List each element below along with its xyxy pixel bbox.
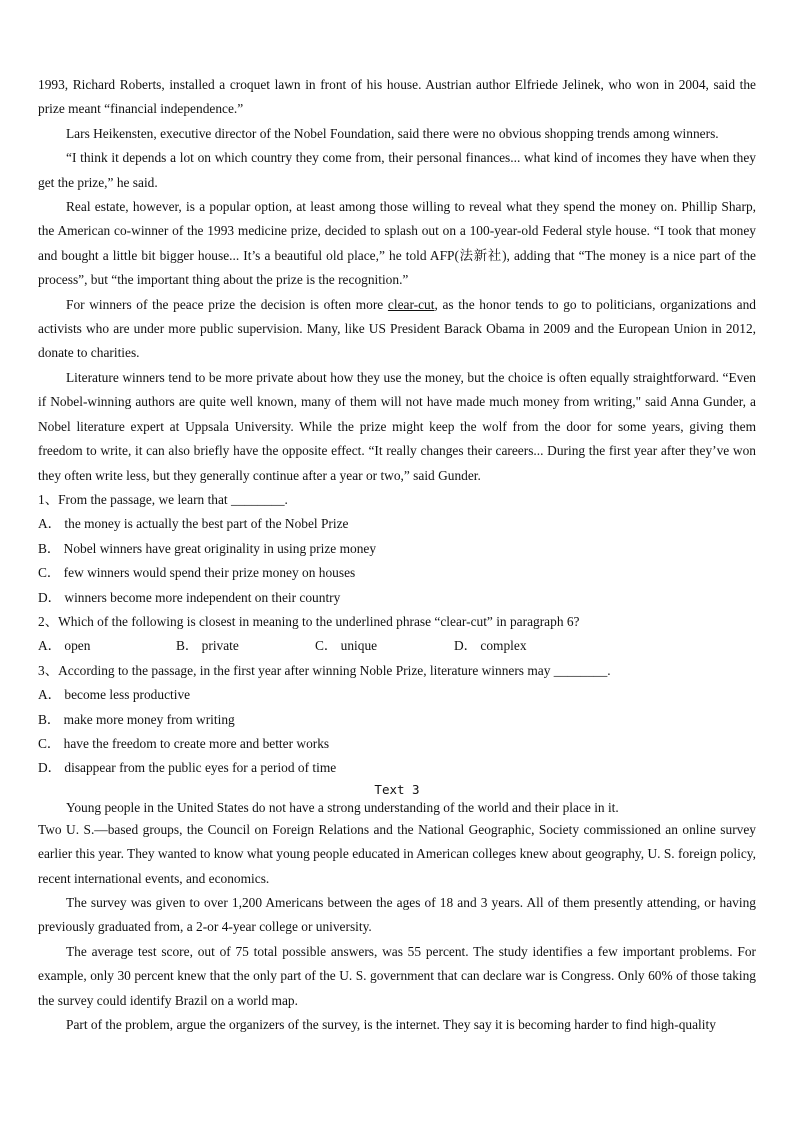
text3-paragraph-2: Two U. S.—based groups, the Council on Foreign Relations and the National Geographic, Society commissioned an online survey earlier this year. They wanted to know what young people educated in American colleges knew about geography, U. S. foreign policy, recent international events, and economics. xyxy=(38,821,756,886)
text3-paragraph-5: Part of the problem, argue the organizers of the survey, is the internet. They say it is becoming harder to find high-quality xyxy=(66,1017,716,1033)
question-3-option-b: B． make more money from writing xyxy=(38,711,235,727)
question-1-option-d: D． winners become more independent on their country xyxy=(38,589,341,605)
question-2-option-b: B． private xyxy=(176,638,239,654)
paragraph-5-text-after: , as the honor tends to go to politicians, organizations and activists who are under more public supervision. Many, like US President Barack Obama in 2009 and the European Union in 2012, donate to charities. xyxy=(38,296,756,361)
question-2 xyxy=(38,610,756,659)
question-2-options xyxy=(38,634,756,658)
question-3-option-d: D． disappear from the public eyes for a period of time xyxy=(38,760,337,776)
document-page xyxy=(38,73,756,1037)
underlined-phrase: clear-cut xyxy=(387,296,435,312)
question-2-option-d: D． complex xyxy=(454,638,527,654)
paragraph-5-text-before: For winners of the peace prize the decision is often more xyxy=(66,296,388,312)
passage-paragraph-2: Lars Heikensten, executive director of the Nobel Foundation, said there were no obvious shopping trends among winners. xyxy=(66,125,719,141)
question-2-stem: 2、Which of the following is closest in meaning to the underlined phrase “clear-cut” in paragraph 6? xyxy=(38,613,580,629)
question-1-option-b: B． Nobel winners have great originality in using prize money xyxy=(38,540,377,556)
text3-paragraph-4: The average test score, out of 75 total possible answers, was 55 percent. The study identifies a few important problems. For example, only 30 percent knew that the only part of the U. S. government that can declare war is Congress. Only 60% of those taking the survey could identify Brazil on a world map. xyxy=(38,943,756,1008)
passage-paragraph-3: “I think it depends a lot on which country they come from, their personal finances... what kind of incomes they have when they get the prize,” he said. xyxy=(38,150,756,190)
question-2-option-a: A． open xyxy=(38,638,91,654)
text3-paragraph-3: The survey was given to over 1,200 Americans between the ages of 18 and 3 years. All of them presently attending, or having previously graduated from, a 2-or 4-year college or university. xyxy=(38,895,756,935)
question-1-option-c: C． few winners would spend their prize money on houses xyxy=(38,565,356,581)
question-1 xyxy=(38,488,756,610)
passage-paragraph-5 xyxy=(38,293,756,366)
question-3-stem: 3、According to the passage, in the first year after winning Noble Prize, literature winners may ________. xyxy=(38,662,611,678)
passage-paragraph-1: 1993, Richard Roberts, installed a croquet lawn in front of his house. Austrian author Elfriede Jelinek, who won in 2004, said the prize meant “financial independence.” xyxy=(38,77,756,117)
section-title: Text 3 xyxy=(374,781,420,797)
question-3-option-c: C． have the freedom to create more and better works xyxy=(38,735,330,751)
question-3 xyxy=(38,659,756,781)
passage-paragraph-4: Real estate, however, is a popular option, at least among those willing to reveal what they spend the money on. Phillip Sharp, the American co-winner of the 1993 medicine prize, decided to splash out on a 100-year-old Federal style house. “I took that money and bought a little bit bigger house... It’s a beautiful old place,” he told AFP(法新社), adding that “The money is a nice part of the process”, but “the important thing about the prize is the recognition.” xyxy=(38,199,756,288)
question-1-stem: 1、From the passage, we learn that ________. xyxy=(38,491,288,507)
text3-paragraph-1: Young people in the United States do not have a strong understanding of the world and their place in it. xyxy=(66,799,619,815)
question-2-option-c: C． unique xyxy=(315,638,378,654)
question-1-option-a: A． the money is actually the best part of the Nobel Prize xyxy=(38,516,349,532)
question-3-option-a: A． become less productive xyxy=(38,687,191,703)
passage-paragraph-6: Literature winners tend to be more private about how they use the money, but the choice is often equally straightforward. “Even if Nobel-winning authors are quite well known, many of them will not have made much money from writing," said Anna Gunder, a Nobel literature expert at Uppsala University. While the prize might keep the wolf from the door for some years, giving them freedom to write, it can also briefly have the opposite effect. “It really changes their careers... During the first year after they’ve won they often write less, but they generally continue after a year or two,” said Gunder. xyxy=(38,369,756,483)
